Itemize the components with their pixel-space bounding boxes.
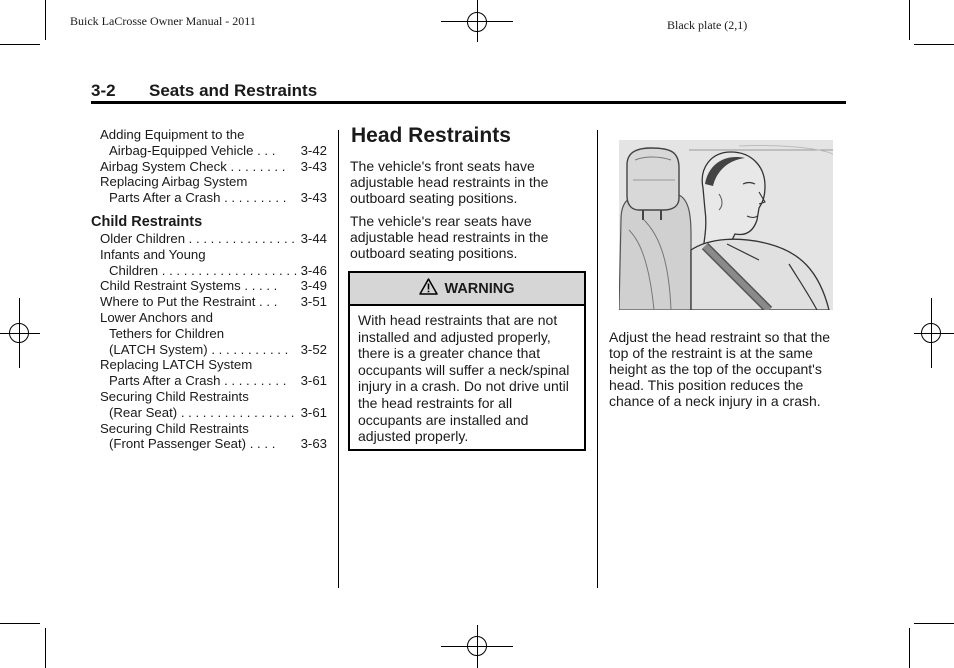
toc-entry[interactable]: (LATCH System) . . . . . . . . . . . 3-52 [109,341,327,357]
plate-label: Black plate (2,1) [667,18,748,32]
body-paragraph: The vehicle's front seats have adjustable head restraints in the outboard seating positions. [350,158,549,206]
column-divider [338,130,339,588]
section-heading [91,81,317,101]
toc-entry[interactable]: Older Children . . . . . . . . . . . . . . . 3-44 [100,230,327,246]
toc-page: 3-43 [300,190,327,206]
section-rule [91,101,846,104]
table-of-contents [91,127,327,452]
warning-label: WARNING [444,280,515,297]
toc-page: 3-61 [300,373,327,389]
toc-entry[interactable]: Tethers for Children [109,325,225,341]
toc-page: 3-43 [300,158,327,174]
warning-text: With head restraints that are not installed and adjusted properly, there is a greater chance that occupants will suffer a neck/spinal injury in a crash. Do not drive until the head restraints for all occupants are installed and adjusted properly. [358,312,570,445]
toc-entry[interactable]: Parts After a Crash . . . . . . . . . 3-61 [109,373,327,389]
warning-header [350,273,584,306]
toc-entry[interactable]: (Front Passenger Seat) . . . . 3-63 [109,436,327,452]
toc-page: 3-46 [300,262,327,278]
illustration-caption: Adjust the head restraint so that the top of the restraint is at the same height as the top of the occupant's head. This position reduces the chance of a neck injury in a crash. [609,329,831,409]
body-paragraph: The vehicle's rear seats have adjustable head restraints in the outboard seating positions. [350,213,549,261]
toc-page: 3-61 [300,404,327,420]
toc-entry[interactable]: Securing Child Restraints [100,420,249,436]
document-title: Buick LaCrosse Owner Manual - 2011 [70,14,256,28]
head-restraint-illustration [619,140,833,310]
toc-entry[interactable]: Lower Anchors and [100,309,213,325]
toc-entry[interactable]: Where to Put the Restraint . . . 3-51 [100,294,327,310]
section-title: Seats and Restraints [149,81,318,100]
toc-entry[interactable]: Replacing LATCH System [100,357,253,373]
toc-entry[interactable]: Airbag System Check . . . . . . . . 3-43 [100,158,327,174]
toc-entry[interactable]: Child Restraint Systems . . . . . 3-49 [100,278,327,294]
warning-box [348,271,586,451]
toc-page: 3-44 [300,230,327,246]
toc-page: 3-63 [300,436,327,452]
toc-entry[interactable]: (Rear Seat) . . . . . . . . . . . . . . . . 3-61 [109,404,327,420]
toc-entry[interactable]: Adding Equipment to the [100,127,245,142]
page-title: Head Restraints [351,124,511,147]
toc-entry[interactable]: Securing Child Restraints [100,388,249,404]
toc-page: 3-51 [300,294,327,310]
toc-page: 3-49 [300,278,327,294]
toc-page: 3-42 [300,142,327,158]
warning-triangle-icon [419,278,444,299]
toc-entry[interactable]: Parts After a Crash . . . . . . . . . 3-43 [109,190,327,206]
toc-entry[interactable]: Replacing Airbag System [100,174,248,190]
toc-page: 3-52 [300,341,327,357]
toc-group-heading: Child Restraints [91,213,203,230]
column-divider [597,130,598,588]
toc-entry[interactable]: Infants and Young [100,246,206,262]
toc-entry[interactable]: Airbag-Equipped Vehicle . . . 3-42 [109,142,327,158]
toc-entry[interactable]: Children . . . . . . . . . . . . . . . . . . . . 3-46 [109,262,327,278]
section-number: 3-2 [91,81,116,100]
